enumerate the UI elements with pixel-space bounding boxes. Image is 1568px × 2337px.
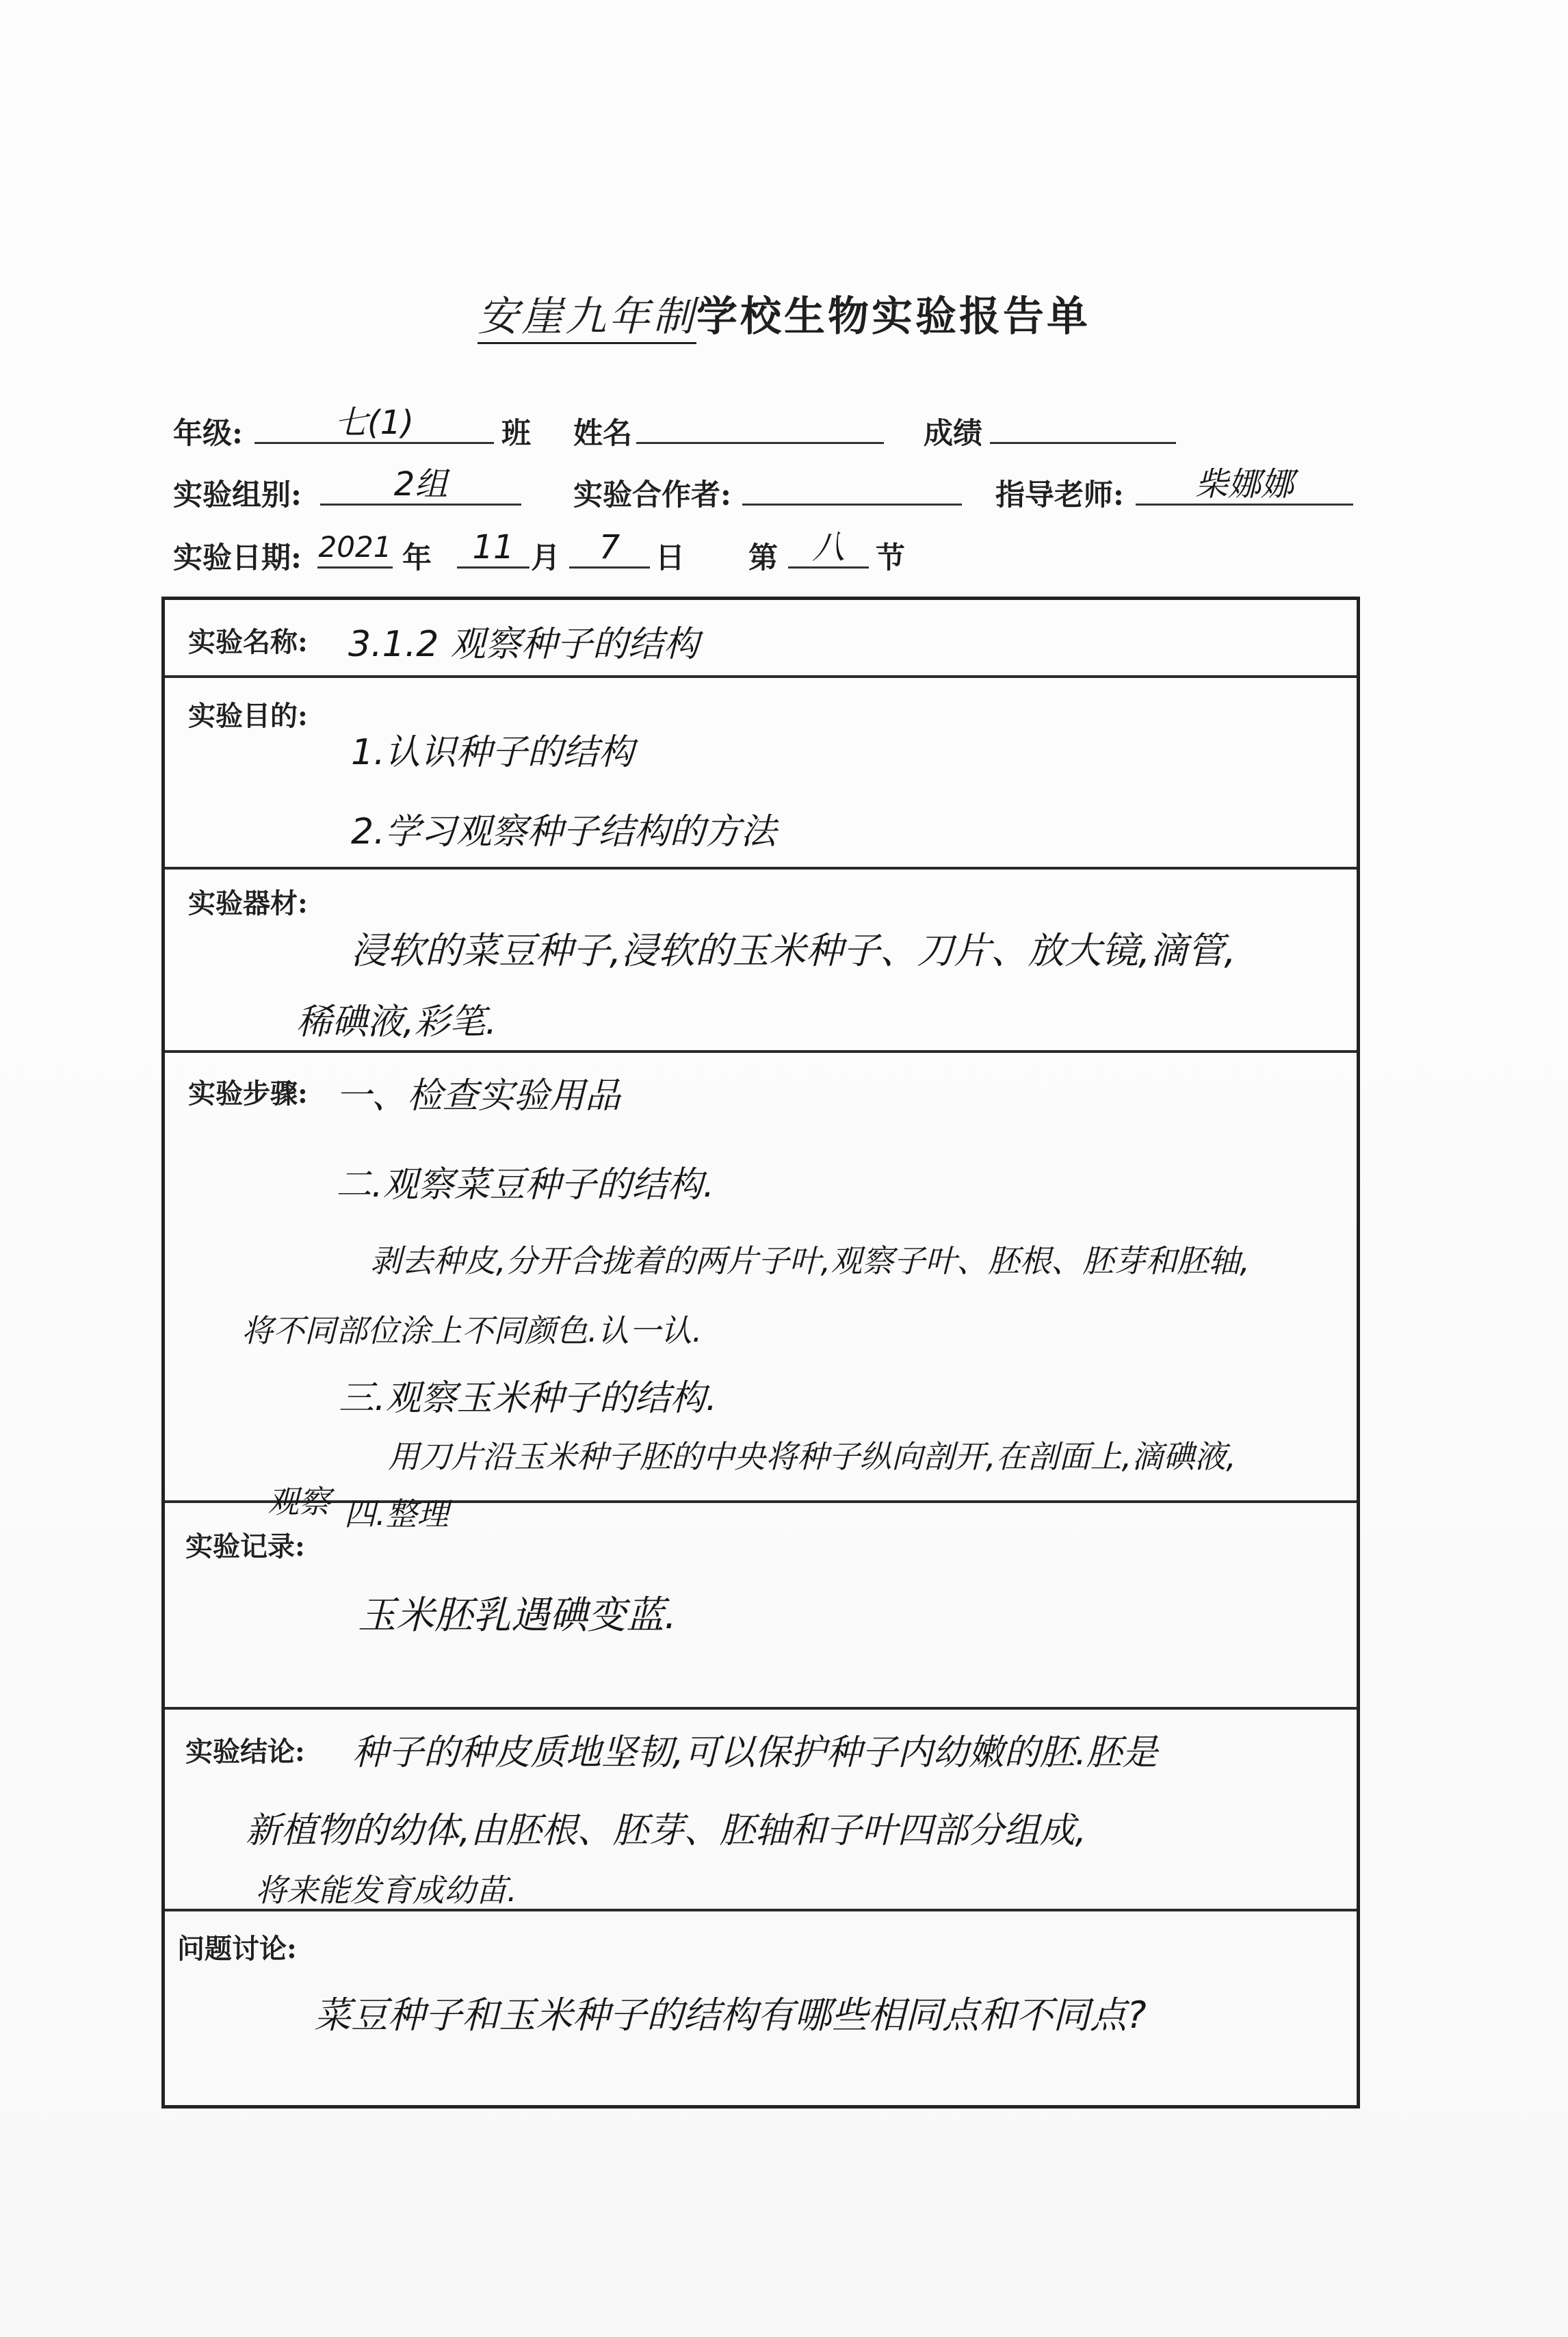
section-record-label: 实验记录: <box>185 1530 305 1563</box>
period-prefix: 第 <box>748 541 778 575</box>
month-unit: 月 <box>531 541 560 575</box>
year-field[interactable]: 2021 <box>317 528 393 569</box>
section-discussion-label: 问题讨论: <box>177 1933 297 1965</box>
group-field[interactable]: 2组 <box>320 465 521 506</box>
steps-line: 剥去种皮,分开合拢着的两片子叶,观察子叶、胚根、胚芽和胚轴, <box>370 1242 1250 1279</box>
divider-after-record <box>165 1707 1357 1710</box>
date-label: 实验日期: <box>173 541 302 575</box>
report-table <box>161 597 1360 2108</box>
purpose-line: 2.学习观察种子结构的方法 <box>351 811 776 852</box>
year-unit: 年 <box>402 541 432 575</box>
report-title <box>0 284 1568 343</box>
teacher-field[interactable]: 柴娜娜 <box>1136 465 1353 506</box>
steps-line: 四.整理 <box>344 1496 449 1532</box>
steps-line: 二.观察菜豆种子的结构. <box>336 1164 715 1205</box>
divider-after-name <box>165 675 1357 678</box>
month-field[interactable]: 11 <box>457 528 530 569</box>
score-field[interactable] <box>990 404 1176 444</box>
conclusion-line: 将来能发育成幼苗. <box>255 1872 517 1909</box>
steps-line: 将不同部位涂上不同颜色.认一认. <box>241 1312 703 1349</box>
day-field[interactable]: 7 <box>569 528 650 569</box>
partner-label: 实验合作者: <box>573 478 731 512</box>
section-conclusion-label: 实验结论: <box>185 1736 305 1768</box>
title-text: 学校生物实验报告单 <box>696 293 1090 341</box>
steps-line: 一、检查实验用品 <box>336 1075 621 1117</box>
section-name-label: 实验名称: <box>188 626 308 658</box>
period-unit: 节 <box>876 541 905 575</box>
divider-after-purpose <box>165 867 1357 870</box>
conclusion-line: 种子的种皮质地坚韧,可以保护种子内幼嫩的胚.胚是 <box>352 1732 1158 1773</box>
steps-line: 观察 <box>267 1483 330 1520</box>
school-name: 安崖九年制 <box>478 293 696 344</box>
section-steps-label: 实验步骤: <box>188 1078 308 1110</box>
grade-label: 年级: <box>173 417 243 451</box>
record-text: 玉米胚乳遇碘变蓝. <box>358 1593 677 1638</box>
day-unit: 日 <box>655 541 685 575</box>
section-materials-label: 实验器材: <box>188 887 308 919</box>
group-label: 实验组别: <box>173 478 302 512</box>
conclusion-line: 新植物的幼体,由胚根、胚芽、胚轴和子叶四部分组成, <box>246 1810 1087 1851</box>
materials-line: 浸软的菜豆种子,浸软的玉米种子、刀片、放大镜,滴管, <box>351 929 1236 972</box>
section-purpose-label: 实验目的: <box>188 700 308 732</box>
period-field[interactable]: 八 <box>788 528 869 569</box>
section-name-text: 3.1.2 观察种子的结构 <box>348 624 699 665</box>
steps-line: 三.观察玉米种子的结构. <box>339 1378 718 1419</box>
grade-field[interactable]: 七(1) <box>254 404 494 444</box>
teacher-label: 指导老师: <box>995 478 1124 512</box>
class-suffix: 班 <box>501 417 531 451</box>
name-field[interactable] <box>636 404 884 444</box>
score-label: 成绩 <box>924 417 982 451</box>
discussion-text: 菜豆种子和玉米种子的结构有哪些相同点和不同点? <box>314 1994 1147 2037</box>
materials-line: 稀碘液,彩笔. <box>296 1002 497 1043</box>
divider-after-materials <box>165 1050 1357 1053</box>
partner-field[interactable] <box>742 465 962 506</box>
steps-line: 用刀片沿玉米种子胚的中央将种子纵向剖开,在剖面上,滴碘液, <box>388 1438 1236 1475</box>
name-label: 姓名 <box>573 417 632 451</box>
purpose-line: 1.认识种子的结构 <box>351 732 634 773</box>
